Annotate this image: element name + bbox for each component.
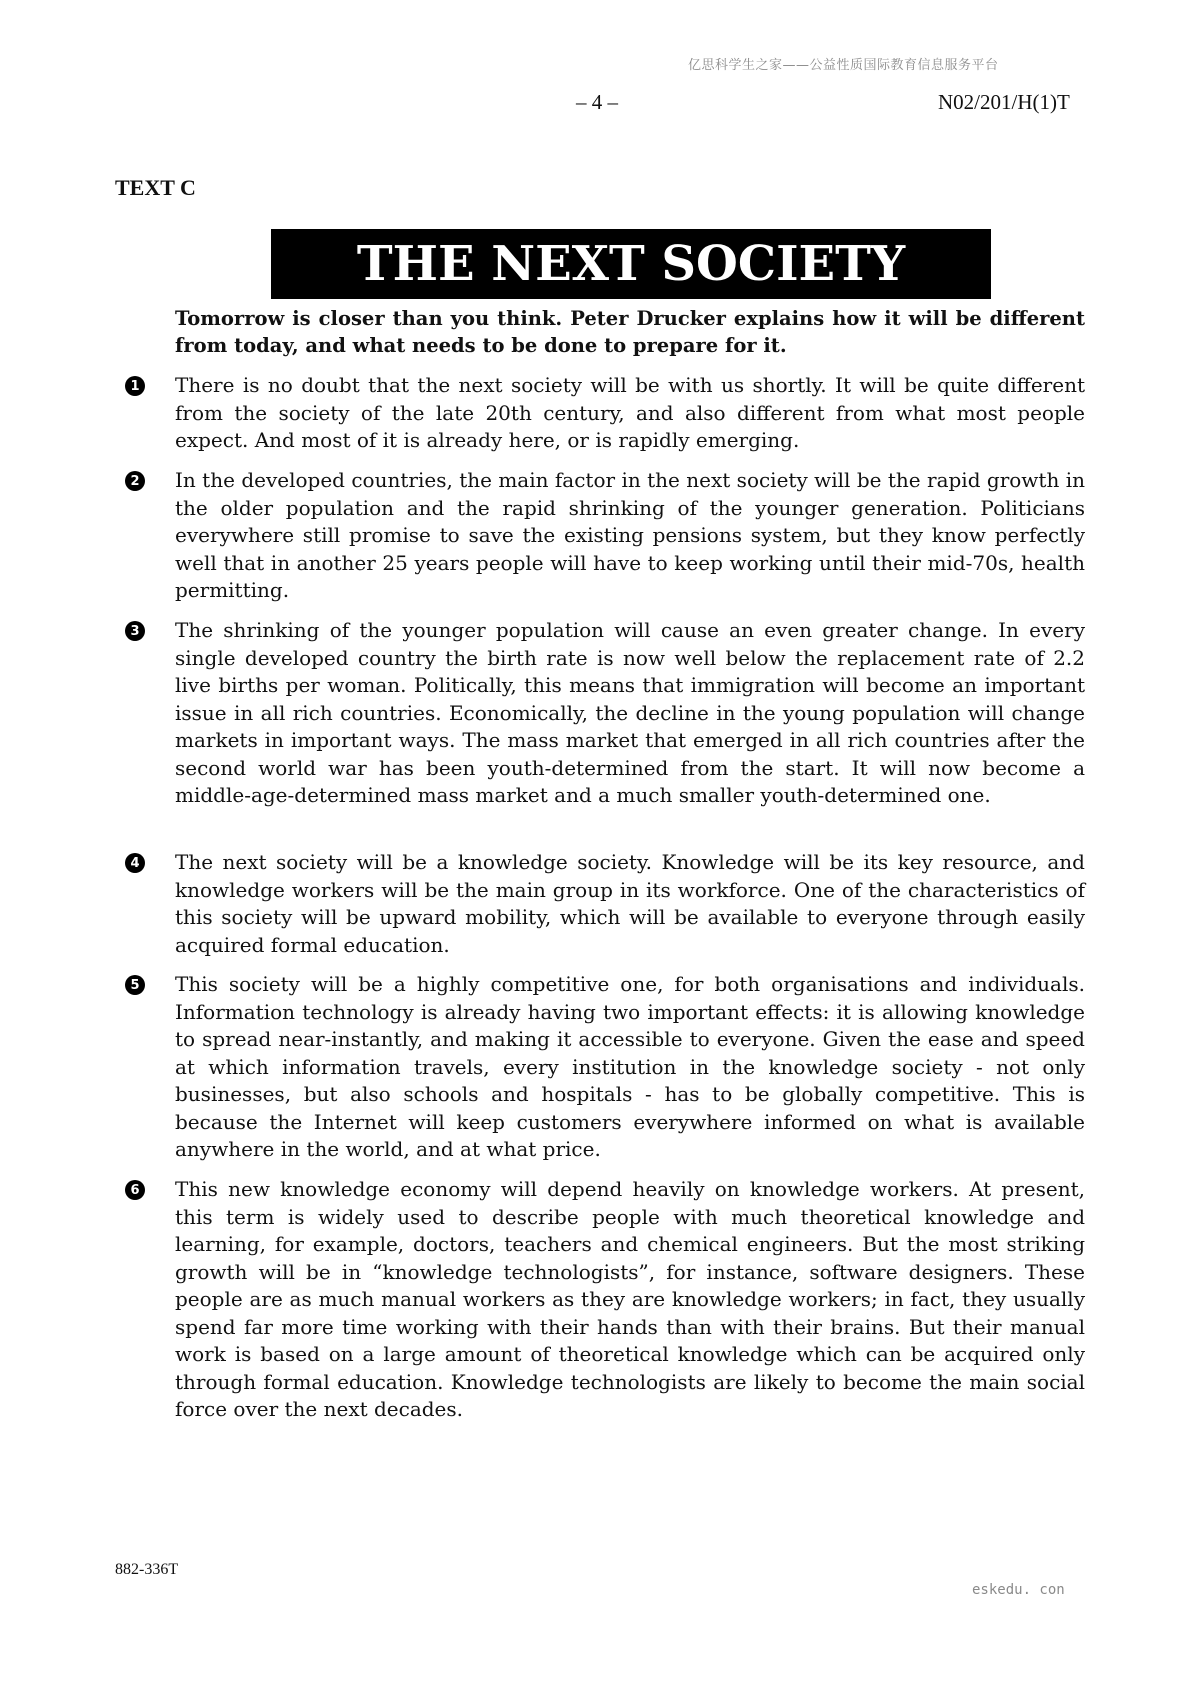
paper-code: N02/201/H(1)T	[938, 90, 1070, 114]
paragraph-number-2: 2	[125, 471, 145, 491]
header-watermark: 亿思科学生之家——公益性质国际教育信息服务平台	[688, 58, 999, 73]
paragraph-number-6: 6	[125, 1180, 145, 1200]
section-label: TEXT C	[115, 175, 196, 200]
paragraph-number-4: 4	[125, 853, 145, 873]
paragraph-number-5: 5	[125, 975, 145, 995]
article-title: THE NEXT SOCIETY	[356, 236, 906, 292]
footer-code: 882-336T	[115, 1561, 179, 1578]
paragraph-2: In the developed countries, the main factor in the next society will be the rapid growth in the older population and the rapid shrinking of the younger generation. Politicians everywhere still promise to save the existing pensions system, but they know perfectly well that in another 25 years people will have to keep working until their mid-70s, health permitting.	[175, 468, 1085, 602]
paragraph-3: The shrinking of the younger population will cause an even greater change. In every single developed country the birth rate is now well below the replacement rate of 2.2 live births per woman. Politically, this means that immigration will become an important issue in all rich countries. Economically, the decline in the young population will change markets in important ways. The mass market that emerged in all rich countries after the second world war has been youth-determined from the start. It will now become a middle-age-determined mass market and a much smaller youth-determined one.	[175, 618, 1085, 807]
paragraph-number-1: 1	[125, 376, 145, 396]
footer-watermark: eskedu. con	[972, 1582, 1065, 1598]
paragraph-5: This society will be a highly competitive one, for both organisations and individuals. Information technology is already having two important effects: it is allowing knowledge to spread near-instantly, and making it accessible to everyone. Given the ease and speed at which information travels, every institution in the knowledge society - not only businesses, but also schools and hospitals - has to be globally competitive. This is because the Internet will keep customers everywhere informed on what is available anywhere in the world, and at what price.	[175, 972, 1085, 1161]
paragraph-number-3: 3	[125, 621, 145, 641]
paragraph-1: There is no doubt that the next society will be with us shortly. It will be quite different from the society of the late 20th century, and also different from what most people expect. And most of it is already here, or is rapidly emerging.	[175, 373, 1085, 452]
intro-paragraph: Tomorrow is closer than you think. Peter Drucker explains how it will be different from today, and what needs to be done to prepare for it.	[175, 307, 1085, 357]
paragraph-4: The next society will be a knowledge society. Knowledge will be its key resource, and knowledge workers will be the main group in its workforce. One of the characteristics of this society will be upward mobility, which will be available to everyone through easily acquired formal education.	[175, 850, 1085, 957]
title-banner	[271, 229, 991, 299]
page-number: – 4 –	[576, 90, 618, 114]
paragraph-6: This new knowledge economy will depend heavily on knowledge workers. At present, this term is widely used to describe people with much theoretical knowledge and learning, for example, doctors, teachers and chemical engineers. But the most striking growth will be in “knowledge technologists”, for instance, software designers. These people are as much manual workers as they are knowledge workers; in fact, they usually spend far more time working with their hands than with their brains. But their manual work is based on a large amount of theoretical knowledge which can be acquired only through formal education. Knowledge technologists are likely to become the main social force over the next decades.	[175, 1177, 1085, 1421]
